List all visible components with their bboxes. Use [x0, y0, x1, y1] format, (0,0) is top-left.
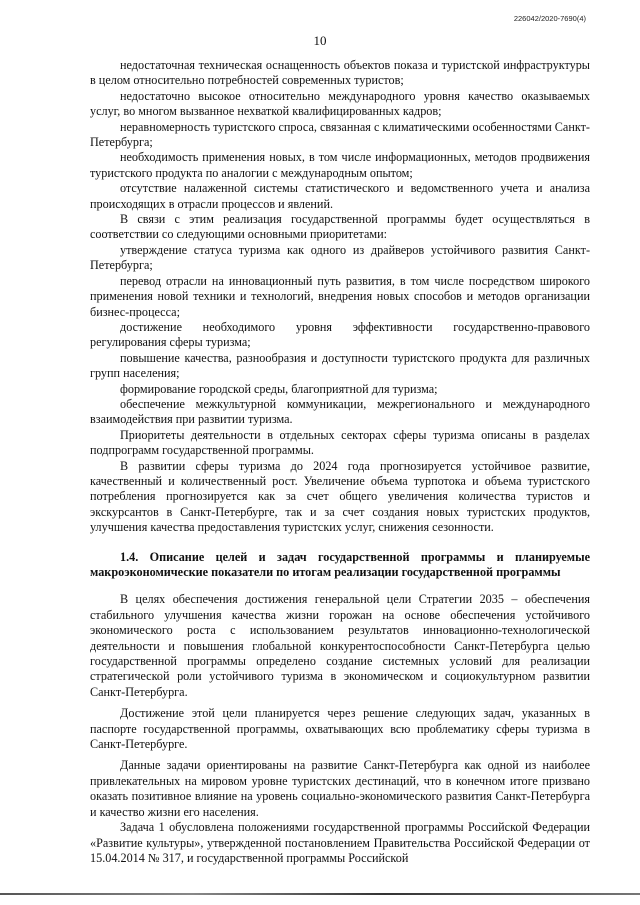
- paragraph: В целях обеспечения достижения генеральной цели Стратегии 2035 – обеспечения стабильного улучшения качества жизни горожан на основе обеспечения устойчивого экономического роста с использованием результатов инновационно-технологической деятельности и повышения глобальной конкурентоспособности Санкт-Петербурга целью государственной программы определено создание системных условий для реализации стратегической роли устойчивого туризма в экономическом и социокультурном развитии Санкт-Петербурга.: [90, 592, 590, 699]
- document-id: 226042/2020-7690(4): [513, 14, 586, 23]
- paragraph: Данные задачи ориентированы на развитие Санкт-Петербурга как одной из наиболее привлекательных на мировом уровне туристских дестинаций, что в конечном итоге призвано оказать позитивное влияние на уровень социально-экономического развития Санкт-Петербурга и качество жизни его населения.: [90, 758, 590, 819]
- paragraph: недостаточно высокое относительно международного уровня качество оказываемых услуг, во многом вызванное нехваткой квалифицированных кадров;: [90, 88, 590, 119]
- paragraph: Достижение этой цели планируется через решение следующих задач, указанных в паспорте государственной программы, охватывающих всю проблематику сферы туризма в Санкт-Петербурге.: [90, 706, 590, 752]
- body-text: [90, 58, 590, 866]
- page-number: 10: [313, 33, 327, 48]
- paragraph: неравномерность туристского спроса, связанная с климатическими особенностями Санкт-Петербурга;: [90, 119, 590, 150]
- paragraph: обеспечение межкультурной коммуникации, межрегионального и международного взаимодействия при развитии туризма.: [90, 396, 590, 427]
- paragraph: Приоритеты деятельности в отдельных секторах сферы туризма описаны в разделах подпрограмм государственной программы.: [90, 427, 590, 458]
- paragraph: В связи с этим реализация государственной программы будет осуществляться в соответствии со следующими основными приоритетами:: [90, 212, 590, 242]
- paragraph: достижение необходимого уровня эффективности государственно-правового регулирования сферы туризма;: [90, 319, 590, 350]
- scan-edge-line: [0, 893, 640, 895]
- paragraph: недостаточная техническая оснащенность объектов показа и туристской инфраструктуры в целом относительно потребностей современных туристов;: [90, 58, 590, 88]
- paragraph: В развитии сферы туризма до 2024 года прогнозируется устойчивое развитие, качественный и количественный рост. Увеличение объема турпотока и объема туристского потребления прогнозируется как за счет общего увеличения количества туристов и экскурсантов в Санкт-Петербурге, так и за счет создания новых туристских продуктов, улучшения качества предоставления туристских услуг, снижения сезонности.: [90, 458, 590, 535]
- paragraph: повышение качества, разнообразия и доступности туристского продукта для различных групп населения;: [90, 350, 590, 381]
- paragraph: Задача 1 обусловлена положениями государственной программы Российской Федерации «Развитие культуры», утвержденной постановлением Правительства Российской Федерации от 15.04.2014 № 317, и государственной программы Российской: [90, 820, 590, 865]
- paragraph: утверждение статуса туризма как одного из драйверов устойчивого развития Санкт-Петербурга;: [90, 242, 590, 273]
- paragraph: формирование городской среды, благоприятной для туризма;: [120, 381, 438, 396]
- paragraph: перевод отрасли на инновационный путь развития, в том числе посредством широкого применения новой техники и технологий, внедрения новых способов и методов организации бизнес-процесса;: [90, 273, 590, 319]
- section-heading: 1.4. Описание целей и задач государственной программы и планируемые макроэкономические показатели по итогам реализации государственной программы: [90, 549, 590, 579]
- paragraph: необходимость применения новых, в том числе информационных, методов продвижения туристского продукта по аналогии с международным опытом;: [90, 150, 590, 180]
- paragraph: отсутствие налаженной системы статистического и ведомственного учета и анализа происходящих в отрасли процессов и явлений.: [90, 181, 590, 211]
